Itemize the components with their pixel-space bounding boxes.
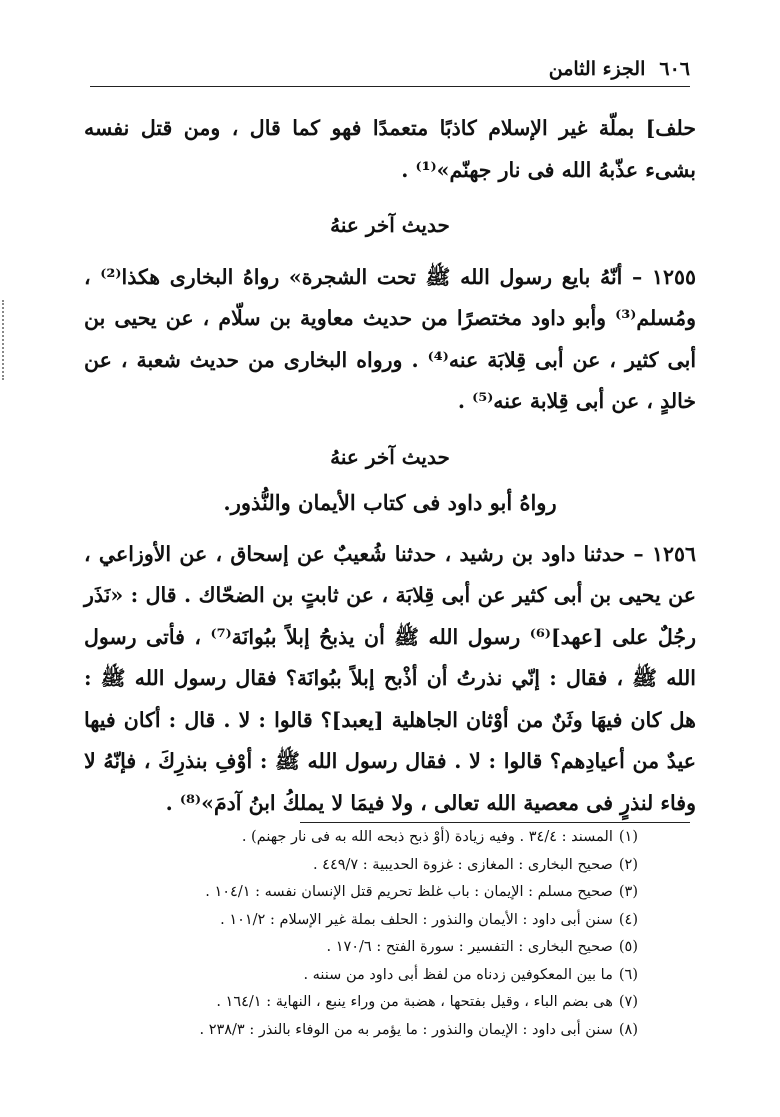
footnote-5 <box>110 934 638 962</box>
section-heading-1: حديث آخر عنهُ <box>330 213 450 237</box>
running-header <box>90 54 690 84</box>
paragraph-hadith-1256: ١٢٥٦ – حدثنا داود بن رشيد ، حدثنا شُعيبٌ عن إسحاق ، عن الأوزاعي ، عن يحيى بن أبى كثير عن أبى قِلابَة ، عن ثابتٍ بن الضحّاك . قال : «نَذَر رجُلٌ على [عهد]⁽⁶⁾ رسول الله ﷺ أن يذبحُ إبلاً ببُوانَة⁽⁷⁾ ، فأتى رسول الله ﷺ ، فقال : إنّي نذرتُ أن أذْبح إبلاً ببُوانَة؟ فقال رسول الله ﷺ : هل كان فيهَا وثَنٌ من أوْثان الجاهلية [يعبد]؟ قالوا : لا . قال : أكان فيها عيدٌ من أعيادِهم؟ قالوا : لا . فقال رسول الله ﷺ : أوْفِ بنذرِكَ ، فإنّهُ لا وفاء لنذرٍ فى معصية الله تعالى ، ولا فيمَا لا يملكُ ابنُ آدمَ»⁽⁸⁾ . <box>84 541 696 815</box>
footnote-2 <box>110 852 638 880</box>
footnote-text: المسند : ٣٤/٤ . وفيه زيادة (أوْ ذبح ذبحه الله به فى نار جهنم) . <box>241 829 613 845</box>
page-number: ٦٠٦ <box>659 58 690 80</box>
footnote-3 <box>110 879 638 907</box>
footnote-number: (٤) <box>618 911 638 928</box>
footnote-6 <box>110 962 638 990</box>
paragraph-1: حلف] بملّة غير الإسلام كاذبًا متعمدًا فهو كما قال ، ومن قتل نفسه بشىء عذّبهُ الله فى نار جهنّم»⁽¹⁾ . <box>84 116 696 182</box>
footnote-1 <box>110 824 638 852</box>
footnote-number: (٢) <box>618 856 638 873</box>
volume-title: الجزء الثامن <box>548 58 646 80</box>
footnote-text: سنن أبى داود : الأيمان والنذور : الحلف بملة غير الإسلام : ١٠١/٢ . <box>220 911 613 928</box>
header-rule <box>90 86 690 87</box>
main-text <box>84 108 696 824</box>
footnote-8 <box>110 1017 638 1045</box>
footnote-text: صحيح البخارى : المغازى : غزوة الحديبية : ٤٤٩/٧ . <box>312 856 613 873</box>
footnote-text: هى بضم الباء ، وقيل بفتحها ، هضبة من وراء ينبع ، النهاية : ١٦٤/١ . <box>216 994 613 1010</box>
footnote-4 <box>110 907 638 935</box>
footnote-number: (٨) <box>618 1021 638 1038</box>
paragraph-hadith-1255: ١٢٥٥ – أنّهُ بايع رسول الله ﷺ تحت الشجرة» رواهُ البخارى هكذا⁽²⁾ ، ومُسلم⁽³⁾ وأبو داود مختصرًا من حديث معاوية بن سلّام ، عن يحيى بن أبى كثير ، عن أبى قِلابَة عنه⁽⁴⁾ . ورواه البخارى من حديث شعبة ، عن خالدٍ ، عن أبى قِلابة عنه⁽⁵⁾ . <box>84 264 697 413</box>
footnote-text: صحيح مسلم : الإيمان : باب غلظ تحريم قتل الإنسان نفسه : ١٠٤/١ . <box>205 884 613 900</box>
footnote-number: (٧) <box>618 994 638 1010</box>
footnotes-list <box>110 824 638 1044</box>
footnote-7 <box>110 989 638 1017</box>
scan-edge-marks <box>2 300 8 380</box>
section-subheading: رواهُ أبو داود فى كتاب الأيمان والنُّذور. <box>223 490 557 515</box>
footnote-number: (٦) <box>618 966 638 983</box>
footnote-number: (٣) <box>618 884 638 900</box>
footnote-rule <box>300 822 690 823</box>
footnote-number: (١) <box>618 829 638 845</box>
section-heading-2: حديث آخر عنهُ <box>330 444 450 469</box>
footnote-number: (٥) <box>618 939 638 955</box>
footnote-text: سنن أبى داود : الإيمان والنذور : ما يؤمر به من الوفاء بالنذر : ٢٣٨/٣ . <box>199 1021 613 1038</box>
footnote-text: ما بين المعكوفين زدناه من لفظ أبى داود من سننه . <box>303 966 613 983</box>
footnote-text: صحيح البخارى : التفسير : سورة الفتح : ١٧٠/٦ . <box>326 939 613 955</box>
